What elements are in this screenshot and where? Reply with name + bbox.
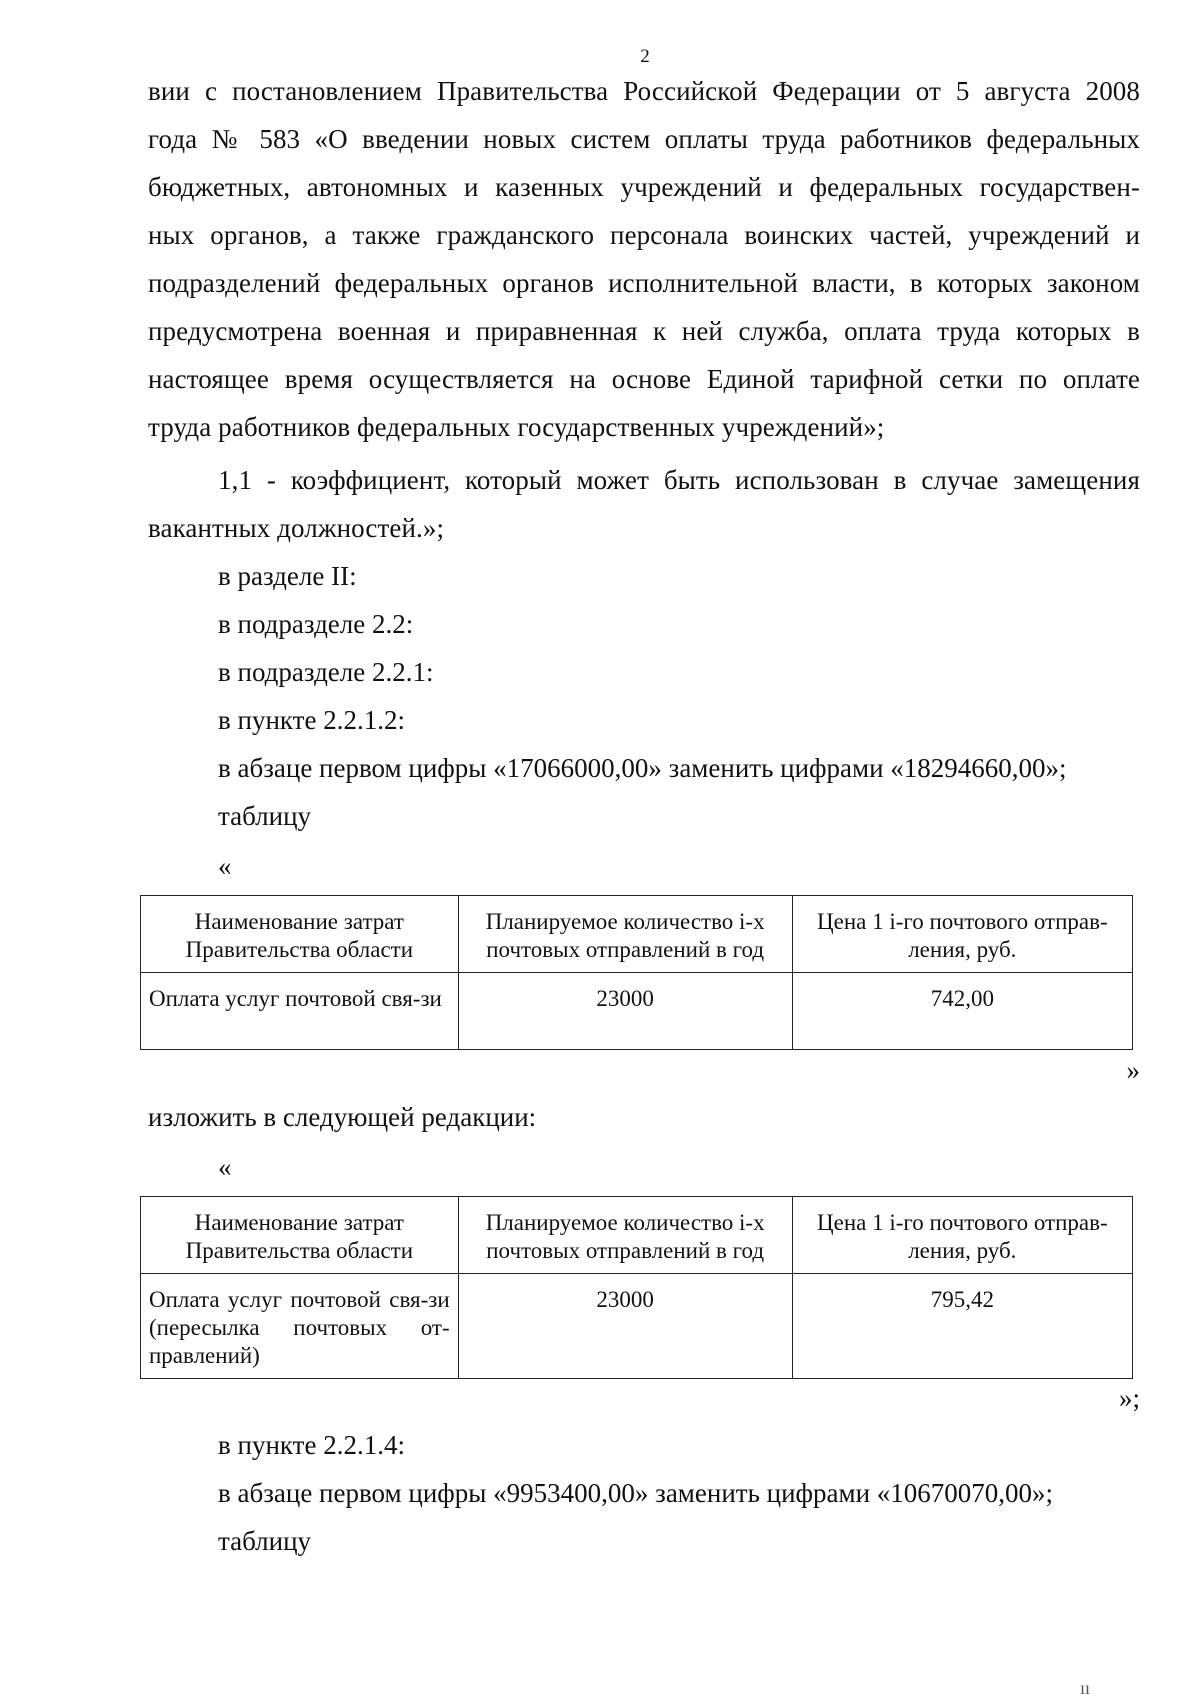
instruction-line: в подразделе 2.2.1: <box>218 657 434 687</box>
text-line: настоящее время осуществляется на основе Единой тарифной сетки по оплате <box>148 364 1140 394</box>
bottom-mark: ıı <box>1080 1678 1091 1698</box>
instruction-line: таблицу <box>218 1526 312 1556</box>
text-line: предусмотрена военная и приравненная к ней служба, оплата труда которых в <box>148 316 1140 346</box>
cell-cost-name: Оплата услуг почтовой свя-зи (пересылка почтовых от-правлений) <box>141 1274 459 1379</box>
intro-paragraph <box>148 67 1140 451</box>
cell-quantity: 23000 <box>458 973 792 1050</box>
instruction-line: в подразделе 2.2: <box>218 609 414 639</box>
text-line: ных органов, а также гражданского персонала воинских частей, учреждений и <box>148 220 1140 250</box>
header-quantity: Планируемое количество i-х почтовых отправлений в год <box>458 1197 792 1274</box>
text-line: вакантных должностей.»; <box>148 513 445 543</box>
text-line: года № 583 «О введении новых систем оплаты труда работников федеральных <box>148 124 1140 154</box>
instruction-line: в абзаце первом цифры «17066000,00» заменить цифрами «18294660,00»; <box>218 753 1067 783</box>
instruction-line: таблицу <box>218 801 312 831</box>
instruction-line: в разделе II: <box>218 561 357 591</box>
table-row <box>141 973 1133 1050</box>
quote-open: « <box>218 851 232 881</box>
cell-cost-name: Оплата услуг почтовой свя-зи <box>141 973 459 1050</box>
table-header-row <box>141 1197 1133 1274</box>
header-cost-name: Наименование затрат Правительства области <box>141 1197 459 1274</box>
cell-price: 795,42 <box>792 1274 1132 1379</box>
coefficient-paragraph <box>148 456 1140 552</box>
instruction-line: в абзаце первом цифры «9953400,00» заменить цифрами «10670070,00»; <box>218 1478 1054 1508</box>
header-cost-name: Наименование затрат Правительства области <box>141 896 459 973</box>
text-line: вии с постановлением Правительства Российской Федерации от 5 августа 2008 <box>148 76 1140 106</box>
quote-close: » <box>1126 1055 1140 1085</box>
header-quantity: Планируемое количество i-х почтовых отправлений в год <box>458 896 792 973</box>
header-price: Цена 1 i-го почтового отправ-ления, руб. <box>792 896 1132 973</box>
replace-phrase: изложить в следующей редакции: <box>148 1102 537 1132</box>
page-number: 2 <box>640 46 650 67</box>
table-new <box>140 1196 1133 1379</box>
instruction-line: в пункте 2.2.1.2: <box>218 705 405 735</box>
text-line: труда работников федеральных государственных учреждений»; <box>148 412 885 442</box>
table-header-row <box>141 896 1133 973</box>
quote-open: « <box>218 1152 232 1182</box>
text-line: подразделений федеральных органов исполнительной власти, в которых законом <box>148 268 1140 298</box>
text-line: бюджетных, автономных и казенных учреждений и федеральных государствен- <box>148 172 1140 202</box>
text-line: 1,1 - коэффициент, который может быть использован в случае замещения <box>218 465 1140 495</box>
table-old <box>140 895 1133 1050</box>
header-price: Цена 1 i-го почтового отправ-ления, руб. <box>792 1197 1132 1274</box>
table-row <box>141 1274 1133 1379</box>
cell-quantity: 23000 <box>458 1274 792 1379</box>
quote-close: »; <box>1118 1383 1140 1413</box>
cell-price: 742,00 <box>792 973 1132 1050</box>
instruction-line: в пункте 2.2.1.4: <box>218 1430 405 1460</box>
